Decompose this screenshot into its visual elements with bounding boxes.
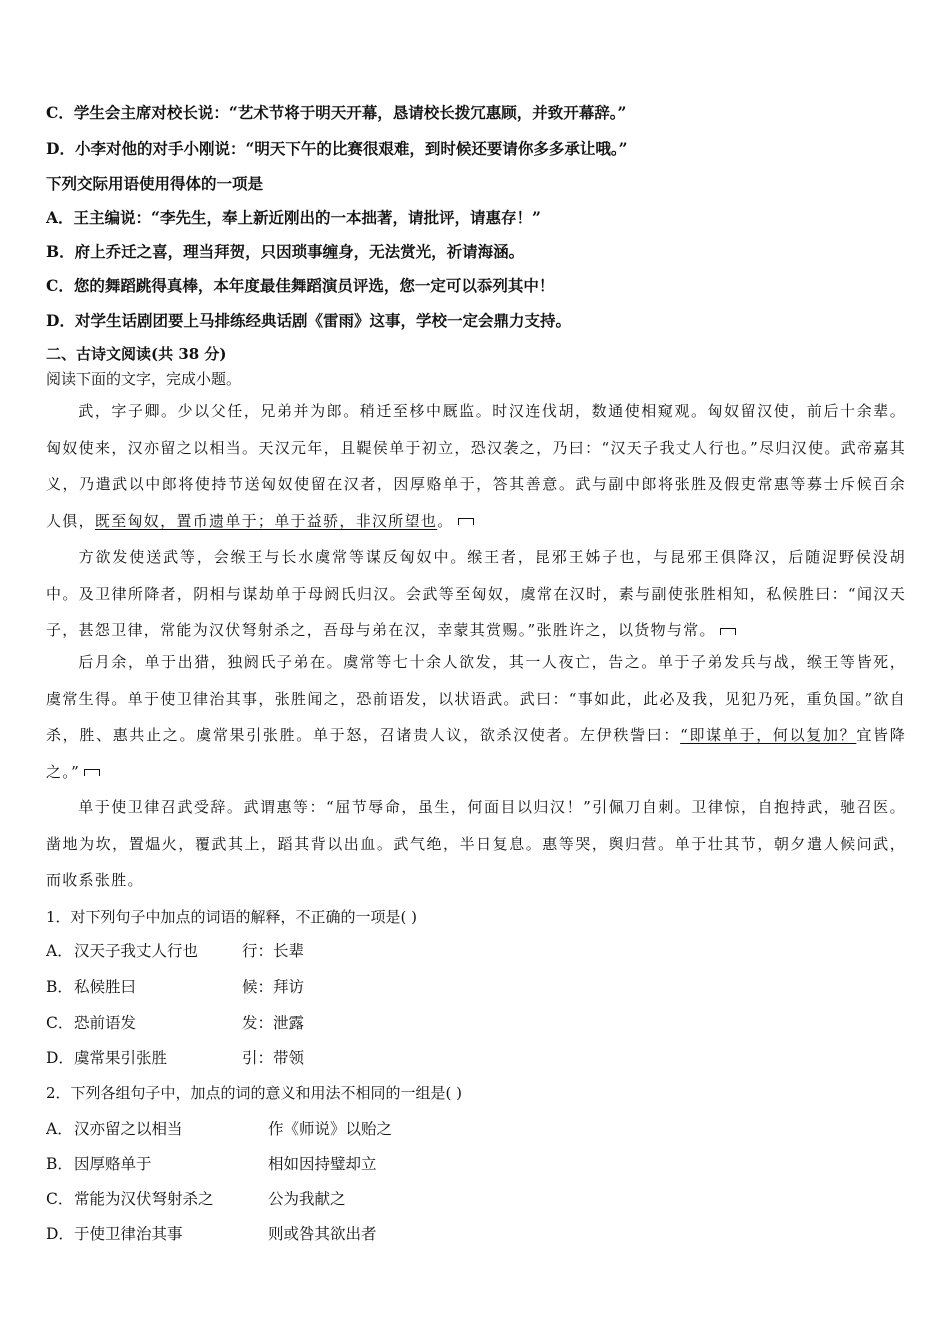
option-d-line-2: D．对学生话剧团要上马排练经典话剧《雷雨》这事，学校一定会鼎力支持。 <box>46 311 571 330</box>
q2-option-d[interactable]: D．于使卫律治其事 则或咎其欲出者 <box>46 1225 377 1243</box>
passage-paragraph-4 <box>46 789 906 899</box>
option-b-line-2: B．府上乔迁之喜，理当拜贺，只因琐事缠身，无法赏光，祈请海涵。 <box>46 242 525 261</box>
q1-option-a[interactable]: A．汉天子我丈人行也 行：长辈 <box>46 942 305 960</box>
option-d-line-1: D．小李对他的对手小刚说：“明天下午的比赛很艰难，到时候还要请你多多承让哦。” <box>46 139 628 158</box>
question-2-stem: 2．下列各组句子中，加点的词的意义和用法不相同的一组是( ) <box>46 1084 463 1102</box>
underlined-sentence-2: “即谋单于，何以复加？ <box>680 726 857 744</box>
blank-mark-icon <box>458 518 474 525</box>
option-a-line-2: A．王主编说：“李先生，奉上新近刚出的一本拙著，请批评，请惠存！” <box>46 208 541 227</box>
q2-option-a[interactable]: A．汉亦留之以相当 作《师说》以贻之 <box>46 1120 393 1138</box>
q1-option-b[interactable]: B．私候胜曰 候：拜访 <box>46 978 305 996</box>
q1-option-d[interactable]: D．虞常果引张胜 引：带领 <box>46 1049 305 1067</box>
option-c-line-2: C．您的舞蹈跳得真棒，本年度最佳舞蹈演员评选，您一定可以忝列其中！ <box>46 276 555 295</box>
blank-mark-icon <box>720 628 736 635</box>
blank-mark-icon <box>84 769 100 776</box>
passage-p3-text: 后月余，单于出猎，独阏氏子弟在。虞常等七十余人欲发，其一人夜亡，告之。单于子弟发兵与战，缑王等皆死，虞常生得。单于使卫律治其事，张胜闻之，恐前语发，以状语武。武曰：“事如此，此必及我，见犯乃死，重负国。”欲自杀，胜、惠共止之。虞常果引张胜。单于怒，召诸贵人议，欲杀汉使者。左伊秩訾曰： <box>46 653 906 744</box>
passage-p1-end: 。 <box>437 511 454 530</box>
q2-option-b[interactable]: B．因厚赂单于 相如因持璧却立 <box>46 1155 377 1173</box>
reading-instruction: 阅读下面的文字，完成小题。 <box>46 370 242 388</box>
passage-p3-end: 宜皆降之。” <box>46 726 907 781</box>
passage-paragraph-1 <box>46 393 906 539</box>
q1-option-c[interactable]: C．恐前语发 发：泄露 <box>46 1014 305 1032</box>
option-c-line-1: C．学生会主席对校长说：“艺术节将于明天开幕，恳请校长拨冗惠顾，并致开幕辞。” <box>46 103 627 122</box>
question-1-stem: 1．对下列句子中加点的词语的解释，不正确的一项是( ) <box>46 908 418 926</box>
passage-paragraph-3 <box>46 644 906 790</box>
passage-p1-text: 武，字子卿。少以父任，兄弟并为郎。稍迁至栘中厩监。时汉连伐胡，数通使相窥观。匈奴留汉使，前后十余辈。匈奴使来，汉亦留之以相当。天汉元年，且鞮侯单于初立，恐汉袭之，乃曰：“汉天子我丈人行也。”尽归汉使。武帝嘉其义，乃遣武以中郎将使持节送匈奴使留在汉者，因厚赂单于，答其善意。武与副中郎将张胜及假吏常惠等募士斥候百余人俱， <box>46 402 906 530</box>
passage-p4-text: 单于使卫律召武受辞。武谓惠等：“屈节辱命，虽生，何面目以归汉！”引佩刀自刺。卫律惊，自抱持武，驰召医。凿地为坎，置煴火，覆武其上，蹈其背以出血。武气绝，半日复息。惠等哭，舆归营。单于壮其节，朝夕遣人候问武，而收系张胜。 <box>46 798 906 889</box>
passage-paragraph-2 <box>46 539 906 649</box>
underlined-sentence-1: 既至匈奴，置币遗单于；单于益骄，非汉所望也 <box>94 511 438 530</box>
q2-option-c[interactable]: C．常能为汉伏弩射杀之 公为我献之 <box>46 1190 346 1208</box>
passage-p2-text: 方欲发使送武等，会缑王与长水虞常等谋反匈奴中。缑王者，昆邪王姊子也，与昆邪王俱降汉，后随浞野侯没胡中。及卫律所降者，阴相与谋劫单于母阏氏归汉。会武等至匈奴，虞常在汉时，素与副使张胜相知，私候胜曰：“闻汉天子，甚怨卫律，常能为汉伏弩射杀之，吾母与弟在汉，幸蒙其赏赐。”张胜许之，以货物与常。 <box>46 548 906 639</box>
question-intro: 下列交际用语使用得体的一项是 <box>46 174 264 193</box>
section-heading: 二、古诗文阅读(共 38 分) <box>46 345 227 363</box>
